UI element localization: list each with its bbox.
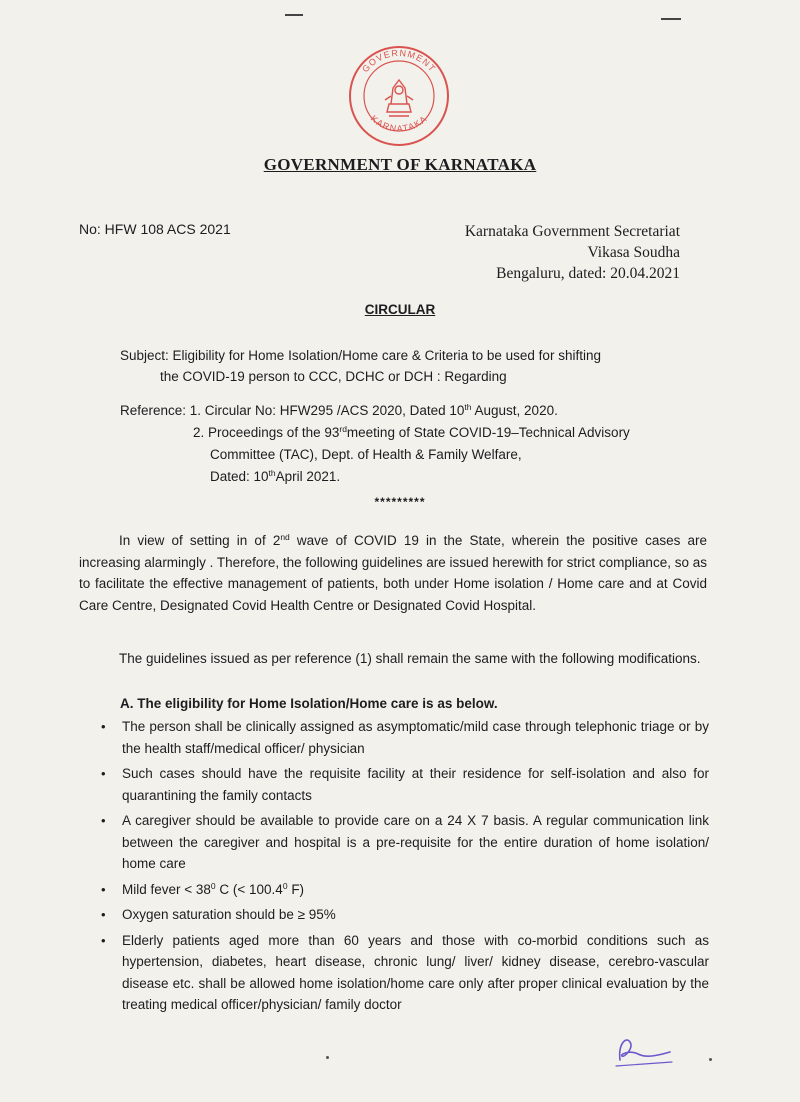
circular-heading: CIRCULAR — [364, 302, 436, 317]
list-item — [99, 879, 709, 901]
reference-text: Reference: 1. Circular No: HFW295 /ACS 2020, Dated 10 — [120, 403, 465, 418]
reference-line: Committee (TAC), Dept. of Health & Family Welfare, — [210, 447, 522, 462]
paragraph-text: wave of COVID 19 in the State, wherein the positive cases are increasing alarmingly . Therefore, the following guidelines are issued herewith for strict compliance, so as to facilitate the effective management of patients, both under Home isolation / Home care and at Covid Care Centre, Designated Covid Health Centre or Designated Covid Hospital. — [79, 533, 707, 613]
reference-text: meeting of State COVID-19–Technical Advisory — [346, 425, 630, 440]
list-item-text: Oxygen saturation should be ≥ 95% — [122, 907, 336, 922]
paragraph-text: In view of setting in of 2 — [119, 533, 281, 548]
list-item-text: C (< 100.4 — [215, 881, 283, 897]
list-item-text: F) — [287, 881, 305, 897]
bullet-icon: • — [101, 813, 106, 828]
list-item-text: Mild fever < 38 — [122, 881, 211, 897]
bullet-icon: • — [101, 766, 106, 781]
reference-text: 2. Proceedings of the 93 — [193, 425, 340, 440]
superscript: th — [464, 402, 472, 412]
eligibility-list — [99, 716, 709, 1020]
government-seal-icon — [347, 44, 451, 148]
superscript: nd — [280, 532, 290, 542]
reference-line — [120, 466, 680, 488]
list-item-text: Such cases should have the requisite facility at their residence for self-isolation and also for quarantining the family contacts — [122, 766, 709, 803]
list-item — [99, 810, 709, 875]
reference-item-1 — [120, 400, 680, 422]
initials-signature-icon — [600, 1030, 690, 1070]
bullet-icon: • — [101, 719, 106, 734]
separator: ********* — [374, 495, 426, 509]
list-item-text: Elderly patients aged more than 60 years and those with co-morbid conditions such as hypertension, diabetes, heart disease, chronic lung/ liver/ kidney disease, cerebro-vascular disease etc. shall be allowed home isolation/home care only after proper clinical evaluation by the treating medical officer/physician/ family doctor — [122, 932, 709, 1012]
address-line: Vikasa Soudha — [587, 244, 680, 261]
list-item — [99, 716, 709, 759]
scan-mark — [661, 18, 681, 20]
subject-line: Subject: Eligibility for Home Isolation/Home care & Criteria to be used for shifting — [120, 348, 601, 363]
superscript: th — [268, 468, 276, 478]
paragraph-intro — [79, 530, 707, 616]
government-title: GOVERNMENT OF KARNATAKA — [263, 155, 537, 174]
scan-mark — [285, 14, 303, 16]
scan-speck — [709, 1058, 712, 1061]
list-item-text: A caregiver should be available to provide care on a 24 X 7 basis. A regular communication link between the caregiver and hospital is a pre-requisite for the entire duration of home isolation/ home care — [122, 813, 709, 871]
list-item-text: The person shall be clinically assigned as asymptomatic/mild case through telephonic triage or by the health staff/medical officer/ physician — [122, 719, 709, 756]
bullet-icon: • — [101, 932, 106, 948]
superscript: 0 — [210, 880, 216, 891]
address-line: Karnataka Government Secretariat — [464, 223, 680, 240]
reference-text: August, 2020. — [471, 403, 558, 418]
scan-speck — [326, 1056, 329, 1059]
issuing-office-address — [465, 221, 680, 284]
order-number: No: HFW 108 ACS 2021 — [79, 221, 231, 237]
bullet-icon: • — [101, 881, 106, 897]
section-a-heading: A. The eligibility for Home Isolation/Home care is as below. — [120, 696, 498, 711]
list-item — [99, 904, 709, 926]
seal-text-top: GOVERNMENT — [360, 47, 438, 75]
reference-text: April 2021. — [275, 469, 341, 484]
date-line: Bengaluru, dated: 20.04.2021 — [496, 265, 680, 282]
subject-block — [120, 345, 680, 387]
reference-item-2 — [120, 422, 680, 444]
bullet-icon: • — [101, 907, 106, 922]
superscript: 0 — [282, 880, 288, 891]
reference-text: Dated: 10 — [210, 469, 269, 484]
paragraph-modifications: The guidelines issued as per reference (1) shall remain the same with the following modifications. — [119, 651, 701, 666]
superscript: rd — [339, 424, 347, 434]
seal-text-bottom: KARNATAKA — [368, 113, 430, 134]
reference-block — [120, 400, 680, 488]
list-item — [99, 930, 709, 1016]
subject-line: the COVID-19 person to CCC, DCHC or DCH : Regarding — [160, 369, 507, 384]
list-item — [99, 763, 709, 806]
